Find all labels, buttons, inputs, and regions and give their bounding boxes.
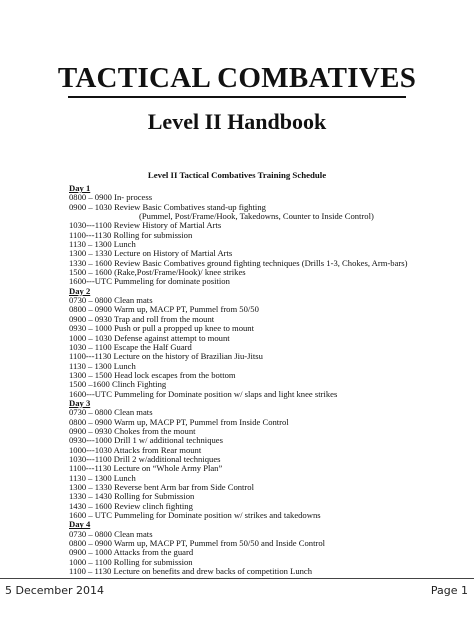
schedule-item: 1130 – 1300 Lunch	[69, 472, 136, 483]
schedule-item: 1500 – 1600 (Rake,Post/Frame/Hook)/ knee strikes	[69, 267, 246, 278]
schedule-item-detail: (Pummel, Post/Frame/Hook, Takedowns, Counter to Inside Control)	[139, 211, 374, 222]
schedule-item: 1330 – 1430 Rolling for Submission	[69, 491, 195, 502]
footer-page-number: Page 1	[430, 584, 468, 597]
day-4-header: Day 4	[69, 519, 91, 530]
schedule-item: 1100---1130 Lecture on the history of Brazilian Jiu-Jitsu	[69, 351, 263, 362]
schedule-item: 0930 – 1000 Push or pull a propped up knee to mount	[69, 323, 254, 334]
schedule-item: 0800 – 0900 Warm up, MACP PT, Pummel from 50/50	[69, 304, 259, 315]
schedule-item: 1100 – 1130 Lecture on benefits and drew backs of competition Lunch	[69, 566, 313, 577]
schedule-item: 0800 – 0900 In- process	[69, 192, 153, 203]
schedule-item: 1500 –1600 Clinch Fighting	[69, 379, 167, 390]
title-underline	[68, 96, 406, 98]
footer-date: 5 December 2014	[5, 584, 105, 597]
document-title: TACTICAL COMBATIVES	[57, 62, 417, 94]
schedule-item: 1300 – 1330 Reverse bent Arm bar from Side Control	[69, 482, 254, 492]
schedule-item: 1030---1100 Review History of Martial Arts	[69, 220, 222, 231]
schedule-item: 1600---UTC Pummeling for dominate position	[69, 276, 230, 287]
schedule-item: 1130 – 1300 Lunch	[69, 360, 136, 371]
schedule-item: 0730 – 0800 Clean mats	[69, 407, 153, 418]
schedule-item: 1100---1130 Rolling for submission	[69, 229, 193, 240]
schedule-item: 1030---1100 Drill 2 w/additional techniques	[69, 453, 221, 464]
schedule-item: 1430 – 1600 Review clinch fighting	[69, 500, 193, 511]
day-3-header: Day 3	[69, 397, 91, 408]
schedule-item: 1000 – 1030 Defense against attempt to mount	[69, 332, 230, 343]
schedule-item: 1600---UTC Pummeling for Dominate position w/ slaps and light knee strikes	[69, 388, 338, 399]
schedule-item: 1000---1030 Attacks from Rear mount	[69, 444, 202, 455]
schedule-item: 0800 – 0900 Warm up, MACP PT, Pummel from Inside Control	[69, 416, 289, 427]
schedule-item: 0900 – 0930 Trap and roll from the mount	[69, 313, 215, 324]
schedule-item: 0900 – 1030 Review Basic Combatives stand-up fighting	[69, 201, 266, 212]
schedule-item: 0900 – 0930 Chokes from the mount	[69, 425, 196, 436]
document-subtitle: Level II Handbook	[147, 109, 327, 134]
schedule-item: 0900 – 1000 Attacks from the guard	[69, 547, 194, 558]
schedule-item: 1300 – 1330 Lecture on History of Martial Arts	[69, 248, 233, 259]
schedule-item: 1300 – 1500 Head lock escapes from the bottom	[69, 369, 236, 380]
schedule-item: 1330 – 1600 Review Basic Combatives ground fighting techniques (Drills 1-3, Chokes, Arm-bars)	[69, 257, 408, 268]
footer-divider	[0, 578, 474, 579]
schedule-item: 1100---1130 Lecture on “Whole Army Plan”	[69, 463, 223, 474]
day-2-header: Day 2	[69, 285, 91, 296]
schedule-item: 1030 – 1100 Escape the Half Guard	[69, 341, 192, 352]
schedule-item: 1130 – 1300 Lunch	[69, 239, 136, 250]
schedule-item: 0730 – 0800 Clean mats	[69, 528, 153, 539]
schedule-item: 1600 – UTC Pummeling for Dominate position w/ strikes and takedowns	[69, 510, 321, 521]
schedule-item: 0730 – 0800 Clean mats	[69, 295, 153, 306]
schedule-title: Level II Tactical Combatives Training Schedule	[147, 170, 327, 180]
training-schedule	[69, 184, 429, 576]
schedule-item: 0800 – 0900 Warm up, MACP PT, Pummel from 50/50 and Inside Control	[69, 538, 325, 549]
day-1-header: Day 1	[69, 183, 91, 193]
schedule-item: 1000 – 1100 Rolling for submission	[69, 556, 193, 567]
schedule-item: 0930---1000 Drill 1 w/ additional techniques	[69, 435, 223, 446]
